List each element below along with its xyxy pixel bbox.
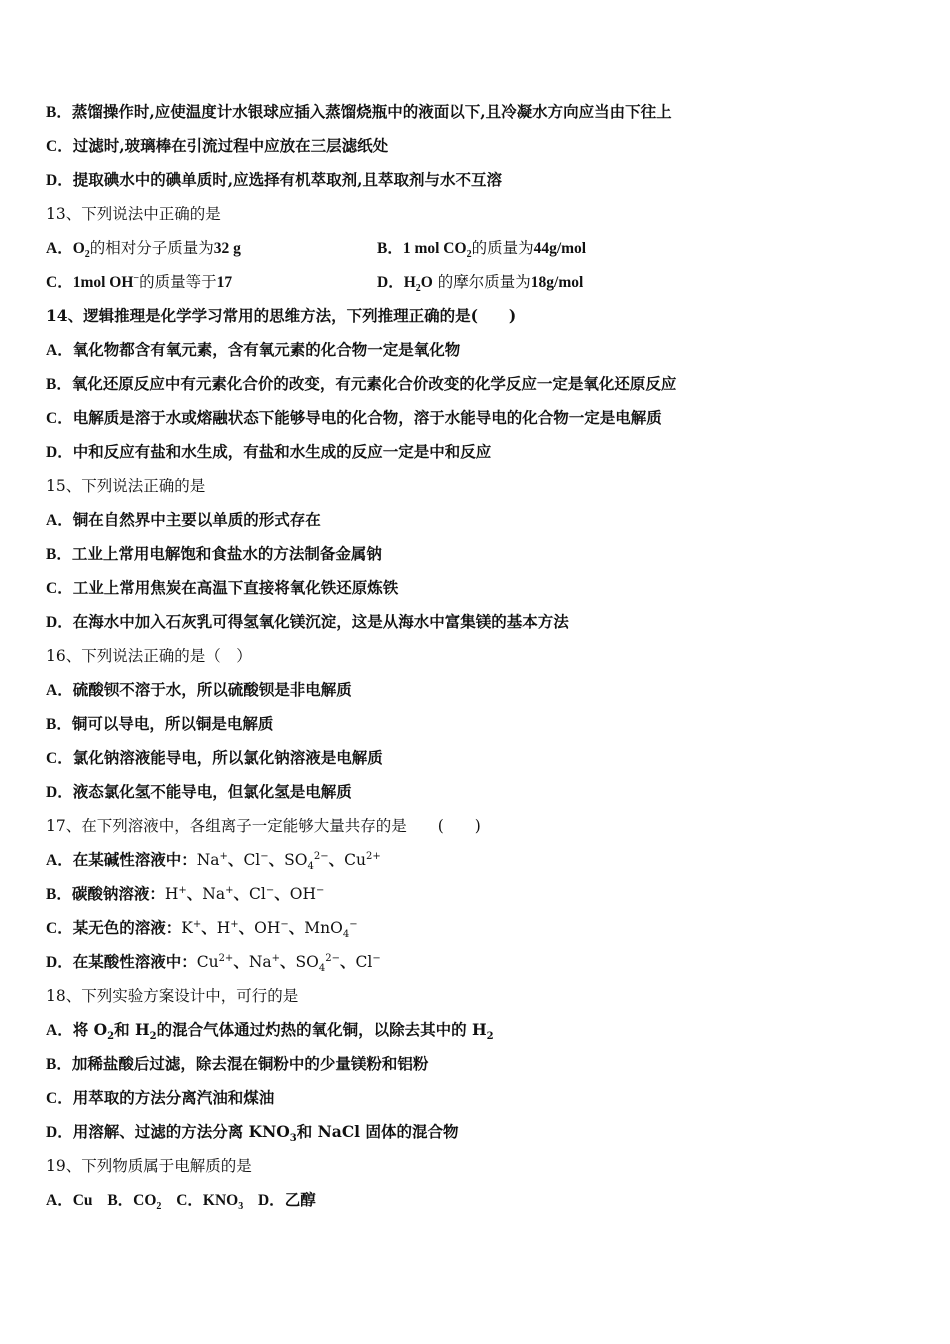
q14-option-a: A．氧化物都含有氧元素，含有氧元素的化合物一定是氧化物 bbox=[46, 340, 461, 359]
q12-option-c: C．过滤时,玻璃棒在引流过程中应放在三层滤纸处 bbox=[46, 136, 389, 155]
q18-option-a: A．将 $O_2$和 $H_2$的混合气体通过灼热的氧化铜，以除去其中的 $H_2$ bbox=[46, 1020, 494, 1043]
q15-option-b: B．工业上常用电解饱和食盐水的方法制备金属钠 bbox=[46, 544, 382, 563]
question-15: 15、下列说法正确的是 bbox=[46, 477, 206, 495]
question-19: 19、下列物质属于电解质的是 bbox=[46, 1157, 252, 1175]
q13-options-cd bbox=[46, 271, 906, 294]
q13-option-c: C．1mol OH−的质量等于17 bbox=[46, 272, 233, 291]
q19-options: A．Cu B．$CO_2$ C．$KNO_3$ D．乙醇 bbox=[46, 1190, 316, 1213]
question-16: 16、下列说法正确的是（ ） bbox=[46, 647, 252, 665]
q13-option-b: B．1 mol $CO_2$的质量为44g/mol bbox=[377, 239, 587, 261]
q13-option-d: D．$H_2O$ 的摩尔质量为18g/mol bbox=[377, 273, 584, 295]
q13-options-ab bbox=[46, 237, 906, 260]
q16-option-d: D．液态氯化氢不能导电，但氯化氢是电解质 bbox=[46, 782, 352, 801]
question-14: 14、逻辑推理是化学学习常用的思维方法，下列推理正确的是( ) bbox=[46, 306, 517, 325]
q15-option-a: A．铜在自然界中主要以单质的形式存在 bbox=[46, 510, 321, 529]
q14-option-d: D．中和反应有盐和水生成，有盐和水生成的反应一定是中和反应 bbox=[46, 442, 492, 461]
question-13: 13、下列说法中正确的是 bbox=[46, 205, 221, 223]
q17-option-b: B．碳酸钠溶液：H+、Na+、Cl−、OH− bbox=[46, 884, 325, 903]
q18-option-d: D．用溶解、过滤的方法分离 $KNO_3$和 NaCl 固体的混合物 bbox=[46, 1122, 459, 1145]
q12-option-b: B．蒸馏操作时,应使温度计水银球应插入蒸馏烧瓶中的液面以下,且冷凝水方向应当由下往上 bbox=[46, 102, 672, 121]
q18-option-c: C．用萃取的方法分离汽油和煤油 bbox=[46, 1088, 275, 1107]
q17-option-a: A．在某碱性溶液中：Na+、Cl−、$SO_4^{2-}$、$Cu^{2+}$ bbox=[46, 850, 381, 873]
q16-option-a: A．硫酸钡不溶于水，所以硫酸钡是非电解质 bbox=[46, 680, 352, 699]
question-18: 18、下列实验方案设计中，可行的是 bbox=[46, 987, 299, 1005]
q14-option-c: C．电解质是溶于水或熔融状态下能够导电的化合物，溶于水能导电的化合物一定是电解质 bbox=[46, 408, 662, 427]
q13-option-a: A．$O_2$的相对分子质量为32 g bbox=[46, 239, 241, 261]
q15-option-d: D．在海水中加入石灰乳可得氢氧化镁沉淀，这是从海水中富集镁的基本方法 bbox=[46, 612, 569, 631]
question-17: 17、在下列溶液中，各组离子一定能够大量共存的是 ( ) bbox=[46, 817, 481, 835]
q18-option-b: B．加稀盐酸后过滤，除去混在铜粉中的少量镁粉和铝粉 bbox=[46, 1054, 429, 1073]
q14-option-b: B．氧化还原反应中有元素化合价的改变，有元素化合价改变的化学反应一定是氧化还原反应 bbox=[46, 374, 677, 393]
q17-option-c: C．某无色的溶液：K+、H+、OH−、MnO$_4$− bbox=[46, 918, 358, 941]
q12-option-d: D．提取碘水中的碘单质时,应选择有机萃取剂,且萃取剂与水不互溶 bbox=[46, 170, 502, 189]
q16-option-c: C．氯化钠溶液能导电，所以氯化钠溶液是电解质 bbox=[46, 748, 383, 767]
q15-option-c: C．工业上常用焦炭在高温下直接将氧化铁还原炼铁 bbox=[46, 578, 399, 597]
q17-option-d: D．在某酸性溶液中：$Cu^{2+}$、Na+、$SO_4^{2-}$、Cl− bbox=[46, 952, 381, 975]
q16-option-b: B．铜可以导电，所以铜是电解质 bbox=[46, 714, 274, 733]
